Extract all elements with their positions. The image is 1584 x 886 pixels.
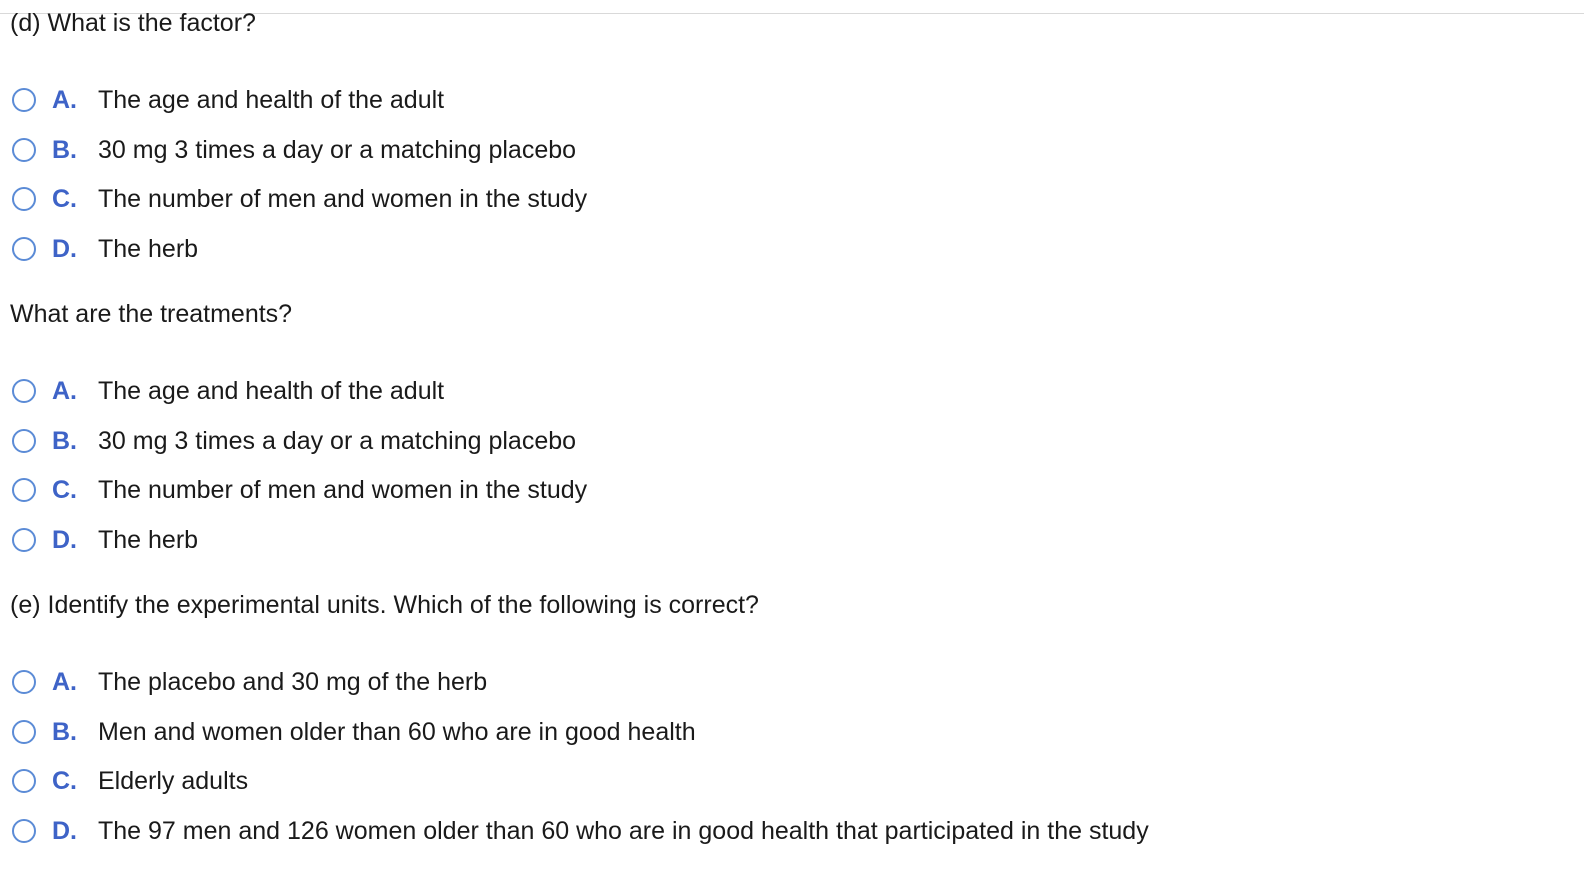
option-text: 30 mg 3 times a day or a matching placebo [98,135,577,164]
radio-button-icon[interactable] [12,88,36,112]
question-experimental-units: (e) Identify the experimental units. Which of the following is correct? [10,591,759,619]
factor-option-a[interactable] [12,83,444,117]
units-option-d[interactable] [12,814,1149,848]
radio-button-icon[interactable] [12,138,36,162]
option-text: Men and women older than 60 who are in good health [98,717,696,746]
radio-button-icon[interactable] [12,528,36,552]
option-letter: D. [52,816,77,845]
option-text: The age and health of the adult [98,85,445,114]
option-letter: D. [52,525,77,554]
option-text: The placebo and 30 mg of the herb [98,667,488,696]
option-letter: B. [52,717,77,746]
option-letter: C. [52,766,77,795]
option-letter: B. [52,135,77,164]
option-text: The herb [98,525,199,554]
question-treatments: What are the treatments? [10,300,293,328]
option-text: The age and health of the adult [98,376,445,405]
radio-button-icon[interactable] [12,429,36,453]
units-option-a[interactable] [12,665,487,699]
factor-option-b[interactable] [12,133,576,167]
radio-button-icon[interactable] [12,720,36,744]
option-text: The herb [98,234,199,263]
option-text: Elderly adults [98,766,249,795]
option-letter: A. [52,376,77,405]
treatments-option-b[interactable] [12,424,576,458]
factor-option-c[interactable] [12,182,587,216]
question-factor: (d) What is the factor? [10,9,256,37]
option-letter: C. [52,475,77,504]
radio-button-icon[interactable] [12,478,36,502]
treatments-option-a[interactable] [12,374,444,408]
option-letter: B. [52,426,77,455]
factor-option-d[interactable] [12,232,198,266]
radio-button-icon[interactable] [12,769,36,793]
option-letter: A. [52,667,77,696]
radio-button-icon[interactable] [12,819,36,843]
option-letter: D. [52,234,77,263]
option-text: 30 mg 3 times a day or a matching placebo [98,426,577,455]
radio-button-icon[interactable] [12,670,36,694]
radio-button-icon[interactable] [12,379,36,403]
treatments-option-d[interactable] [12,523,198,557]
option-letter: C. [52,184,77,213]
radio-button-icon[interactable] [12,237,36,261]
treatments-option-c[interactable] [12,473,587,507]
option-text: The number of men and women in the study [98,475,588,504]
option-text: The number of men and women in the study [98,184,588,213]
units-option-c[interactable] [12,764,248,798]
option-letter: A. [52,85,77,114]
option-text: The 97 men and 126 women older than 60 who are in good health that participated in the study [98,816,1149,845]
radio-button-icon[interactable] [12,187,36,211]
units-option-b[interactable] [12,715,696,749]
